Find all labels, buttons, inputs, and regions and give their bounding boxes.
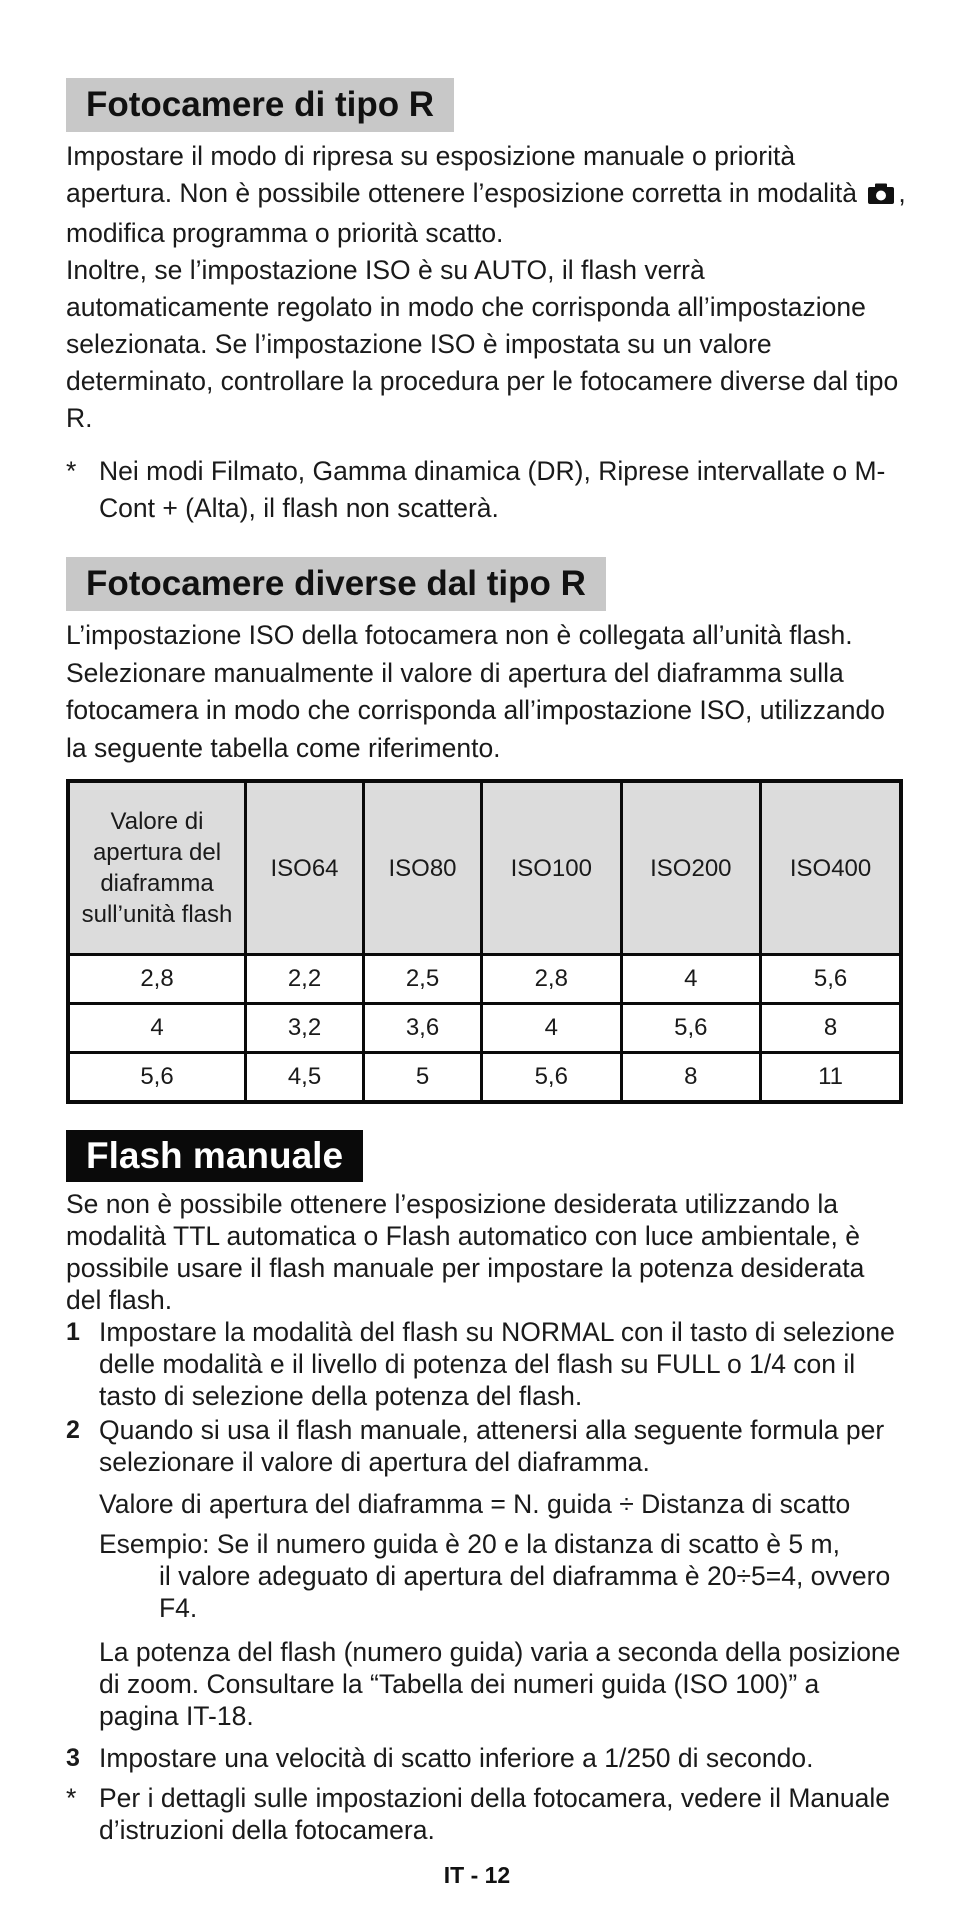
note-flash-manuale [66,1782,906,1846]
paragraph-tipo-r-iso: Inoltre, se l’impostazione ISO è su AUTO, il flash verrà automaticamente regolato in modo che corrisponda all’impostazione selezionata. Se l’impostazione ISO è impostata su un valore determinato, controllare la procedura per le fotocamere diverse dal tipo R. [66,255,899,433]
table-header-cell: ISO64 [246,781,364,955]
example-first-line: Esempio: Se il numero guida è 20 e la distanza di scatto è 5 m, [99,1529,840,1559]
table-header-cell: ISO100 [482,781,622,955]
step-text: Quando si usa il flash manuale, attenersi alla seguente formula per selezionare il valore di apertura del diaframma. [99,1415,885,1477]
table-header-cell: ISO80 [364,781,482,955]
note-text: Nei modi Filmato, Gamma dinamica (DR), Riprese intervallate o M-Cont + (Alta), il flash non scatterà. [99,456,886,523]
table-header-cell: ISO400 [761,781,901,955]
table-row [68,1053,901,1103]
table-row [68,1004,901,1053]
table-cell: 2,8 [68,955,246,1004]
table-cell: 4 [482,1004,622,1053]
step-body [99,1414,906,1732]
table-cell: 4 [621,955,761,1004]
table-cell: 2,8 [482,955,622,1004]
table-header-cell: ISO200 [621,781,761,955]
note-text: Per i dettagli sulle impostazioni della fotocamera, vedere il Manuale d’istruzioni della fotocamera. [99,1783,891,1845]
table-cell: 5,6 [761,955,901,1004]
table-cell: 5,6 [482,1053,622,1103]
note-asterisk: * [66,456,77,486]
table-row [68,955,901,1004]
table-cell: 4,5 [246,1053,364,1103]
manual-page [66,78,906,1846]
step-number: 2 [66,1416,80,1444]
note-tipo-r [66,453,906,527]
step-3 [66,1742,906,1774]
step-2 [66,1414,906,1732]
paragraph-tipo-r-modes [66,138,906,252]
table-header-row [68,781,901,955]
table-cell: 2,2 [246,955,364,1004]
step-text: Impostare la modalità del flash su NORMAL con il tasto di selezione delle modalità e il livello di potenza del flash su FULL o 1/4 con il tasto di selezione della potenza del flash. [99,1317,895,1411]
example-continuation: il valore adeguato di apertura del diaframma è 20÷5=4, ovvero F4. [159,1561,891,1623]
heading-diverse-tipo-r: Fotocamere diverse dal tipo R [66,557,606,611]
paragraph-diverse-tipo-r: L’impostazione ISO della fotocamera non è collegata all’unità flash. Selezionare manualmente il valore di apertura del diaframma sulla fotocamera in modo che corrisponda all’impostazione ISO, utilizzando la seguente tabella come riferimento. [66,620,885,763]
text-before-icon: Impostare il modo di ripresa su esposizione manuale o priorità apertura. Non è possibile ottenere l’esposizione corretta in modalità [66,141,858,208]
table-cell: 5,6 [68,1053,246,1103]
step-text: Impostare una velocità di scatto inferiore a 1/250 di secondo. [99,1743,814,1773]
step-number: 1 [66,1318,80,1346]
iso-aperture-table [66,779,903,1104]
table-cell: 5,6 [621,1004,761,1053]
note-asterisk: * [66,1783,77,1813]
example-block [99,1528,906,1624]
step-1 [66,1316,906,1412]
heading-tipo-r: Fotocamere di tipo R [66,78,454,132]
table-cell: 8 [621,1053,761,1103]
page-number: IT - 12 [443,1862,511,1888]
table-header-cell: Valore di apertura del diaframma sull’unità flash [68,781,246,955]
table-cell: 2,5 [364,955,482,1004]
paragraph-flash-manuale-intro: Se non è possibile ottenere l’esposizione desiderata utilizzando la modalità TTL automatica o Flash automatico con luce ambientale, è possibile usare il flash manuale per impostare la potenza desiderata del flash. [66,1189,865,1315]
table-cell: 11 [761,1053,901,1103]
guide-number-note: La potenza del flash (numero guida) varia a seconda della posizione di zoom. Consultare la “Tabella dei numeri guida (ISO 100)” a pagina IT-18. [99,1637,901,1731]
table-cell: 4 [68,1004,246,1053]
table-cell: 3,2 [246,1004,364,1053]
table-cell: 5 [364,1053,482,1103]
heading-flash-manuale: Flash manuale [66,1130,363,1182]
table-cell: 8 [761,1004,901,1053]
step-number: 3 [66,1744,80,1772]
text-after-icon: , modifica programma o priorità scatto. [66,178,906,248]
aperture-formula: Valore di apertura del diaframma = N. guida ÷ Distanza di scatto [99,1489,851,1519]
camera-icon [867,178,895,215]
table-cell: 3,6 [364,1004,482,1053]
